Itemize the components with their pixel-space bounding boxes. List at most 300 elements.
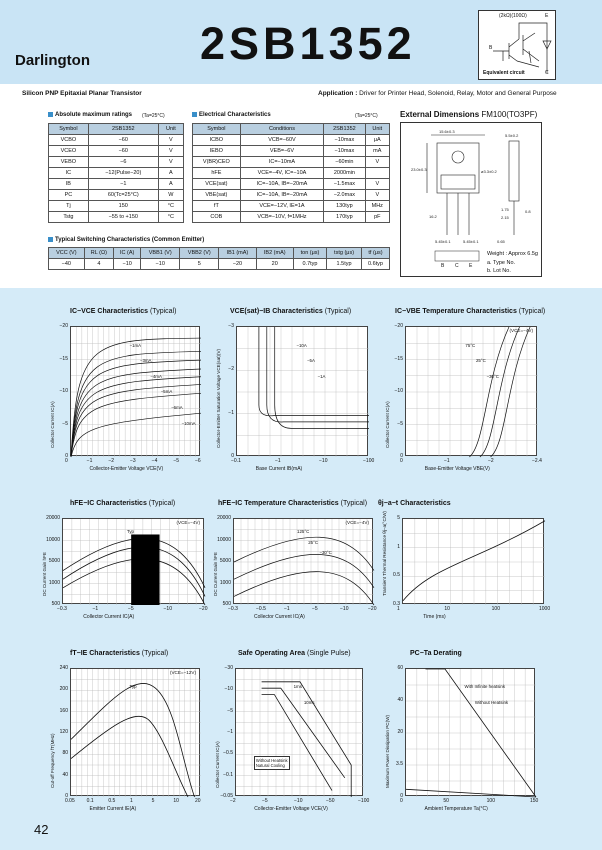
x-tick-label: −20 xyxy=(199,606,208,612)
y-axis-label: Cut-off Frequency fT(MHz) xyxy=(50,733,55,788)
x-tick-label: −10 xyxy=(163,606,172,612)
table-cell: −40 xyxy=(49,259,85,270)
switching-header: VBB1 (V) xyxy=(141,248,180,259)
table-cell: PC xyxy=(49,190,89,201)
x-tick-label: 0 xyxy=(400,798,403,804)
table-cell: Tj xyxy=(49,201,89,212)
graph-plot-area xyxy=(402,518,544,604)
elec-table xyxy=(192,123,390,223)
x-tick-label: 1000 xyxy=(539,606,551,612)
graph-condition: (VCE=−4V) xyxy=(509,328,533,333)
switching-header: IC (A) xyxy=(114,248,141,259)
elec-header: Conditions xyxy=(240,124,323,135)
x-axis-label: Base Current IB(mA) xyxy=(255,466,303,472)
table-cell: COB xyxy=(193,212,241,223)
table-cell: V xyxy=(365,190,389,201)
application xyxy=(318,90,557,97)
table-cell: V xyxy=(365,157,389,168)
table-cell: −60 xyxy=(88,146,158,157)
x-tick-label: −1 xyxy=(92,606,99,612)
x-tick-label: 10 xyxy=(173,798,179,804)
switching-table xyxy=(48,247,390,270)
table-cell: −12(Pulse−20) xyxy=(88,168,158,179)
switching-header: tstg (μs) xyxy=(327,248,362,259)
x-tick-label: −0.3 xyxy=(228,606,238,612)
y-tick-label: −3 xyxy=(228,323,234,329)
y-axis-label: Collector Current IC(A) xyxy=(215,741,220,788)
table-cell: pF xyxy=(365,212,389,223)
dims-title xyxy=(400,110,537,119)
graph-title: PC−Ta Derating xyxy=(410,650,462,657)
switching-header: ton (μs) xyxy=(293,248,326,259)
x-tick-label: −1 xyxy=(86,458,93,464)
curve-label: With Infinite heatsink xyxy=(464,684,506,690)
table-cell: VCE=−12V, IE=1A xyxy=(240,201,323,212)
x-axis-label: Collector-Emitter Voltage VCE(V) xyxy=(254,806,328,812)
elec-title: Electrical Characteristics xyxy=(192,112,271,118)
table-cell: Tstg xyxy=(49,212,89,223)
y-tick-label: 20000 xyxy=(217,515,231,521)
part-number: 2SB1352 xyxy=(200,18,416,69)
device-type: Silicon PNP Epitaxial Planar Transistor xyxy=(22,90,142,97)
svg-text:15.6±0.3: 15.6±0.3 xyxy=(439,129,455,134)
y-tick-label: 40 xyxy=(62,771,68,778)
table-cell: fT xyxy=(193,201,241,212)
y-tick-label: −10 xyxy=(224,686,233,693)
table-cell: 130typ xyxy=(324,201,365,212)
table-cell: −1 xyxy=(88,179,158,190)
table-cell: ICBO xyxy=(193,135,241,146)
switching-header: VCC (V) xyxy=(49,248,85,259)
table-cell: −60min xyxy=(324,157,365,168)
y-tick-label: 5000 xyxy=(219,558,231,564)
abs-max-cond: (Ta=25°C) xyxy=(142,113,165,119)
pin-b-label: B xyxy=(489,45,493,51)
graph-plot-area xyxy=(233,518,373,604)
weight-note: Weight : Approx 6.5g xyxy=(487,251,538,257)
y-tick-label: 1000 xyxy=(219,579,231,586)
table-cell: hFE xyxy=(193,168,241,179)
table-row xyxy=(193,212,390,223)
table-cell: 150 xyxy=(88,201,158,212)
graph-title: fT−IE Characteristics (Typical) xyxy=(70,650,169,657)
y-tick-label: 500 xyxy=(51,601,60,607)
x-tick-label: −20 xyxy=(368,606,377,612)
curve-label: 25°C xyxy=(308,539,318,545)
graph-plot-area xyxy=(62,518,204,604)
graph-plot-area xyxy=(235,668,363,796)
curve-label: −5A xyxy=(306,358,315,364)
x-tick-label: −10 xyxy=(340,606,349,612)
y-tick-label: −15 xyxy=(59,355,68,362)
y-tick-label: 0 xyxy=(400,453,403,459)
curve-label: 1ms xyxy=(293,684,302,690)
table-cell: IB xyxy=(49,179,89,190)
y-tick-label: 5000 xyxy=(48,558,60,564)
y-tick-label: 0 xyxy=(65,793,68,799)
y-axis-label: Transient Thermal Resistance θj−a(°C/W) xyxy=(382,511,387,596)
table-cell: VCB=−10V, f=1MHz xyxy=(240,212,323,223)
x-tick-label: 5 xyxy=(151,798,155,804)
x-tick-label: 150 xyxy=(530,798,539,804)
table-row xyxy=(49,157,184,168)
x-tick-label: 0.1 xyxy=(86,798,94,804)
y-tick-label: −1 xyxy=(227,729,233,735)
table-cell: W xyxy=(158,190,183,201)
graph-condition: (VCE=−12V) xyxy=(169,670,196,675)
x-tick-label: −5 xyxy=(262,798,268,804)
application-label: Application : xyxy=(318,90,358,97)
table-row xyxy=(49,212,184,223)
svg-text:5.45±0.1: 5.45±0.1 xyxy=(463,239,479,244)
table-cell: 4 xyxy=(84,259,114,270)
y-axis-label: Collector-Emitter Saturation Voltage VCE(sat)(V) xyxy=(216,348,221,448)
switching-header: IB2 (mA) xyxy=(256,248,293,259)
switching-header: tf (μs) xyxy=(362,248,390,259)
y-tick-label: 20000 xyxy=(46,515,60,521)
x-tick-label: −0.5 xyxy=(256,606,266,612)
table-cell: −20 xyxy=(219,259,256,270)
table-cell: −10max xyxy=(324,146,365,157)
y-tick-label: −5 xyxy=(62,420,68,427)
svg-text:2.15: 2.15 xyxy=(501,215,509,220)
curve-label: 25°C xyxy=(475,358,486,364)
table-cell: 170typ xyxy=(324,212,365,223)
graph-title: θj−a−t Characteristics xyxy=(378,500,451,507)
dims-package: FM100(TO3PF) xyxy=(481,110,538,119)
x-tick-label: −2 xyxy=(230,798,236,804)
table-cell: A xyxy=(158,168,183,179)
table-cell: 0.7typ xyxy=(293,259,326,270)
graph-title: hFE−IC Temperature Characteristics (Typical) xyxy=(218,500,368,507)
x-tick-label: 50 xyxy=(443,798,449,804)
table-row xyxy=(49,146,184,157)
x-tick-label: 1 xyxy=(397,606,400,612)
table-cell: −1.5max xyxy=(324,179,365,190)
y-tick-label: 500 xyxy=(222,601,231,607)
x-axis-label: Collector-Emitter Voltage VCE(V) xyxy=(89,466,164,472)
table-cell: IC=−10mA xyxy=(240,157,323,168)
y-tick-label: −0.5 xyxy=(223,750,233,757)
graph-title: hFE−IC Characteristics (Typical) xyxy=(70,500,176,507)
table-cell: V xyxy=(158,146,183,157)
table-cell: IC=−10A, IB=−20mA xyxy=(240,179,323,190)
curve-label: −4mA xyxy=(150,373,162,379)
y-tick-label: −5 xyxy=(227,707,233,714)
curve-label: −5mA xyxy=(160,389,173,395)
x-tick-label: −50 xyxy=(326,798,335,804)
table-row xyxy=(49,201,184,212)
table-cell: 1.5typ xyxy=(327,259,362,270)
curve-label: −10mA xyxy=(181,420,196,426)
curve-label: −1A xyxy=(317,373,326,379)
curve-label: −30°C xyxy=(486,373,499,379)
table-cell: V xyxy=(158,135,183,146)
y-tick-label: −2 xyxy=(228,366,234,373)
table-cell: V(BR)CEO xyxy=(193,157,241,168)
graph-title: IC−VBE Temperature Characteristics (Typical) xyxy=(395,308,546,315)
y-tick-label: −10 xyxy=(59,388,68,394)
x-axis-label: Collector Current IC(A) xyxy=(83,614,135,620)
y-tick-label: −0.05 xyxy=(220,793,233,799)
table-cell: −2.0max xyxy=(324,190,365,201)
x-tick-label: −3 xyxy=(130,458,136,464)
y-tick-label: −5 xyxy=(397,420,403,427)
table-row xyxy=(193,168,390,179)
x-tick-label: 0 xyxy=(400,458,403,464)
graph-title: VCE(sat)−IB Characteristics (Typical) xyxy=(230,308,352,315)
table-cell: VEB=−6V xyxy=(240,146,323,157)
y-tick-label: −30 xyxy=(224,665,233,671)
table-cell: °C xyxy=(158,212,183,223)
svg-text:5.5±0.2: 5.5±0.2 xyxy=(505,133,519,138)
y-tick-label: 80 xyxy=(62,750,68,757)
dims-title-text: External Dimensions xyxy=(400,110,480,119)
y-tick-label: 5 xyxy=(397,515,400,521)
curve-label: −10A xyxy=(296,342,307,348)
table-cell: IC xyxy=(49,168,89,179)
table-cell: VCB=−60V xyxy=(240,135,323,146)
y-tick-label: 10000 xyxy=(217,536,231,543)
x-tick-label: −0.3 xyxy=(57,606,67,612)
graph-plot-area xyxy=(405,326,537,456)
svg-text:1.75: 1.75 xyxy=(501,207,509,212)
table-cell: −10 xyxy=(141,259,180,270)
table-row xyxy=(49,190,184,201)
graph-condition: (VCE=−4V) xyxy=(176,520,200,525)
application-text: Driver for Printer Head, Solenoid, Relay, Motor and General Purpose xyxy=(359,90,557,97)
table-cell: VBE(sat) xyxy=(193,190,241,201)
x-tick-label: −0.1 xyxy=(231,458,241,464)
legend-line: Natural Cooling xyxy=(255,763,285,769)
page-number: 42 xyxy=(34,822,49,837)
graph-plot-area xyxy=(236,326,368,456)
legend-box xyxy=(254,756,290,770)
table-cell: VCBO xyxy=(49,135,89,146)
table-cell: VCE=−4V, IC=−10A xyxy=(240,168,323,179)
resistor-label: (2kΩ)(100Ω) xyxy=(499,13,527,19)
table-cell: IEBO xyxy=(193,146,241,157)
switching-header: RL (Ω) xyxy=(84,248,114,259)
y-tick-label: 40 xyxy=(397,697,403,703)
abs-max-table xyxy=(48,123,184,223)
svg-text:0.65: 0.65 xyxy=(497,239,505,244)
elec-header: Unit xyxy=(365,124,389,135)
x-tick-label: 100 xyxy=(491,606,500,612)
x-tick-label: 10 xyxy=(444,606,450,612)
elec-header: Symbol xyxy=(193,124,241,135)
switching-header: VBB2 (V) xyxy=(180,248,219,259)
pin-label-b: B xyxy=(441,263,445,269)
y-tick-label: 240 xyxy=(59,665,68,671)
curve-label: 10ms xyxy=(303,699,315,705)
x-tick-label: 20 xyxy=(195,798,201,804)
table-cell: −60 xyxy=(88,135,158,146)
table-row xyxy=(193,201,390,212)
y-tick-label: 1 xyxy=(397,543,400,550)
y-tick-label: 1000 xyxy=(48,579,60,586)
table-cell: μA xyxy=(365,135,389,146)
y-tick-label: 0.3 xyxy=(393,601,400,607)
y-tick-label: 0 xyxy=(400,793,403,799)
x-axis-label: Base-Emitter Voltage VBE(V) xyxy=(424,466,490,472)
x-tick-label: −1 xyxy=(275,458,281,464)
y-tick-label: −10 xyxy=(394,388,403,394)
legend-line: Without Heatsink xyxy=(255,758,288,764)
svg-text:16.2: 16.2 xyxy=(429,214,437,219)
table-row xyxy=(193,190,390,201)
y-tick-label: 0 xyxy=(65,453,68,459)
lot-note: b. Lot No. xyxy=(487,268,511,274)
svg-text:0.8: 0.8 xyxy=(525,209,531,214)
switching-title: Typical Switching Characteristics (Common Emitter) xyxy=(48,237,204,243)
table-cell: 0.6typ xyxy=(362,259,390,270)
table-cell: VCEO xyxy=(49,146,89,157)
table-cell: V xyxy=(365,179,389,190)
x-tick-label: −10 xyxy=(319,458,328,464)
x-tick-label: −2 xyxy=(488,458,494,464)
x-tick-label: 0 xyxy=(65,458,68,464)
abs-header: Unit xyxy=(158,124,183,135)
graph-condition: (VCE=−4V) xyxy=(345,520,369,525)
x-tick-label: −2.4 xyxy=(532,458,542,464)
elec-cond: (Ta=25°C) xyxy=(355,113,378,119)
table-cell: MHz xyxy=(365,201,389,212)
x-tick-label: −5 xyxy=(312,606,318,612)
curve-label: −30°C xyxy=(319,549,332,555)
y-tick-label: 10000 xyxy=(46,536,60,543)
abs-header: 2SB1352 xyxy=(88,124,158,135)
curve-label: 75°C xyxy=(465,342,476,348)
table-cell xyxy=(365,168,389,179)
curve-label: −1mA xyxy=(129,342,142,348)
equivalent-circuit-box xyxy=(478,10,556,80)
graph-curves xyxy=(63,519,205,605)
x-tick-label: −5 xyxy=(128,606,134,612)
x-tick-label: 0.5 xyxy=(108,798,116,804)
y-axis-label: Maximum Power Dissipation PC(W) xyxy=(385,714,390,788)
type-note: a. Type No. xyxy=(487,260,516,266)
graph-plot-area xyxy=(70,668,200,796)
table-row xyxy=(193,146,390,157)
table-row xyxy=(49,135,184,146)
table-row xyxy=(193,157,390,168)
x-tick-label: −100 xyxy=(363,458,375,464)
x-axis-label: Ambient Temperature Ta(°C) xyxy=(424,806,488,812)
table-row xyxy=(49,168,184,179)
svg-text:5.45±0.1: 5.45±0.1 xyxy=(435,239,451,244)
curve-label: −6mA xyxy=(171,405,183,410)
svg-text:ø3.3±0.2: ø3.3±0.2 xyxy=(481,169,497,174)
table-cell: −55 to +150 xyxy=(88,212,158,223)
table-row xyxy=(193,179,390,190)
table-cell: −6 xyxy=(88,157,158,168)
y-tick-label: 0.5 xyxy=(393,572,400,579)
curve-label: 125°C xyxy=(297,529,310,535)
x-axis-label: Collector Current IC(A) xyxy=(254,614,305,620)
y-axis-label: Collector Current IC(A) xyxy=(50,401,55,448)
table-cell: mA xyxy=(365,146,389,157)
x-tick-label: −6 xyxy=(195,458,201,464)
y-tick-label: 200 xyxy=(59,686,68,693)
curve-label: −3mA xyxy=(139,358,152,364)
pin-c-label: C xyxy=(545,70,549,76)
y-tick-label: 20 xyxy=(397,729,403,735)
table-cell: 60(Tc=25°C) xyxy=(88,190,158,201)
y-tick-label: 0 xyxy=(231,453,234,459)
table-cell: −10max xyxy=(324,135,365,146)
x-tick-label: 1 xyxy=(130,798,133,804)
table-cell: VCE(sat) xyxy=(193,179,241,190)
y-axis-label: Collector Current IC(A) xyxy=(385,401,390,448)
series-name: Darlington xyxy=(15,52,90,69)
x-tick-label: −10 xyxy=(294,798,303,804)
y-axis-label: DC Current Gain hFE xyxy=(213,552,218,596)
table-cell: VEBO xyxy=(49,157,89,168)
x-tick-label: −4 xyxy=(151,458,158,464)
pin-label-c: C xyxy=(455,263,459,269)
x-tick-label: −5 xyxy=(173,458,180,464)
graph-curves xyxy=(403,519,545,605)
table-row xyxy=(49,179,184,190)
x-tick-label: 0.05 xyxy=(65,798,75,804)
table-cell: −10 xyxy=(114,259,141,270)
y-tick-label: 60 xyxy=(397,665,403,671)
dimension-drawing xyxy=(400,122,542,277)
curve-label: Typ xyxy=(129,684,137,690)
x-tick-label: −2 xyxy=(108,458,115,464)
curve-label: Typ xyxy=(126,529,134,535)
y-tick-label: −20 xyxy=(394,323,403,329)
y-tick-label: −15 xyxy=(394,355,403,362)
x-tick-label: 100 xyxy=(486,798,495,804)
y-tick-label: 120 xyxy=(59,729,68,735)
x-tick-label: −1 xyxy=(284,606,290,612)
table-cell: °C xyxy=(158,201,183,212)
abs-max-title: Absolute maximum ratings xyxy=(48,112,132,118)
table-cell: 5 xyxy=(180,259,219,270)
circuit-caption: Equivalent circuit xyxy=(483,70,525,76)
y-tick-label: −1 xyxy=(228,409,234,416)
table-cell: 2000min xyxy=(324,168,365,179)
pin-e-label: E xyxy=(545,13,549,19)
pin-label-e: E xyxy=(469,263,473,269)
curve-label: Without Heatsink xyxy=(474,699,509,705)
svg-text:23.0±0.3: 23.0±0.3 xyxy=(411,167,427,172)
x-tick-label: −1 xyxy=(444,458,450,464)
y-tick-label: −20 xyxy=(59,323,68,329)
x-tick-label: −100 xyxy=(358,798,370,804)
graph-title: Safe Operating Area (Single Pulse) xyxy=(238,650,351,657)
table-row xyxy=(49,259,390,270)
x-axis-label: Emitter Current IE(A) xyxy=(89,806,137,812)
x-axis-label: Time (ms) xyxy=(423,614,446,620)
graph-plot-area xyxy=(70,326,200,456)
y-tick-label: −0.1 xyxy=(223,771,233,778)
table-row xyxy=(193,135,390,146)
table-cell: IC=−10A, IB=−20mA xyxy=(240,190,323,201)
table-cell: 20 xyxy=(256,259,293,270)
y-tick-label: 3.5 xyxy=(396,761,403,767)
table-cell: A xyxy=(158,179,183,190)
abs-header: Symbol xyxy=(49,124,89,135)
table-cell: V xyxy=(158,157,183,168)
elec-header: 2SB1352 xyxy=(324,124,365,135)
graph-title: IC−VCE Characteristics (Typical) xyxy=(70,308,177,315)
y-tick-label: 160 xyxy=(59,707,68,714)
graph-plot-area xyxy=(405,668,535,796)
y-axis-label: DC Current Gain hFE xyxy=(42,552,47,596)
